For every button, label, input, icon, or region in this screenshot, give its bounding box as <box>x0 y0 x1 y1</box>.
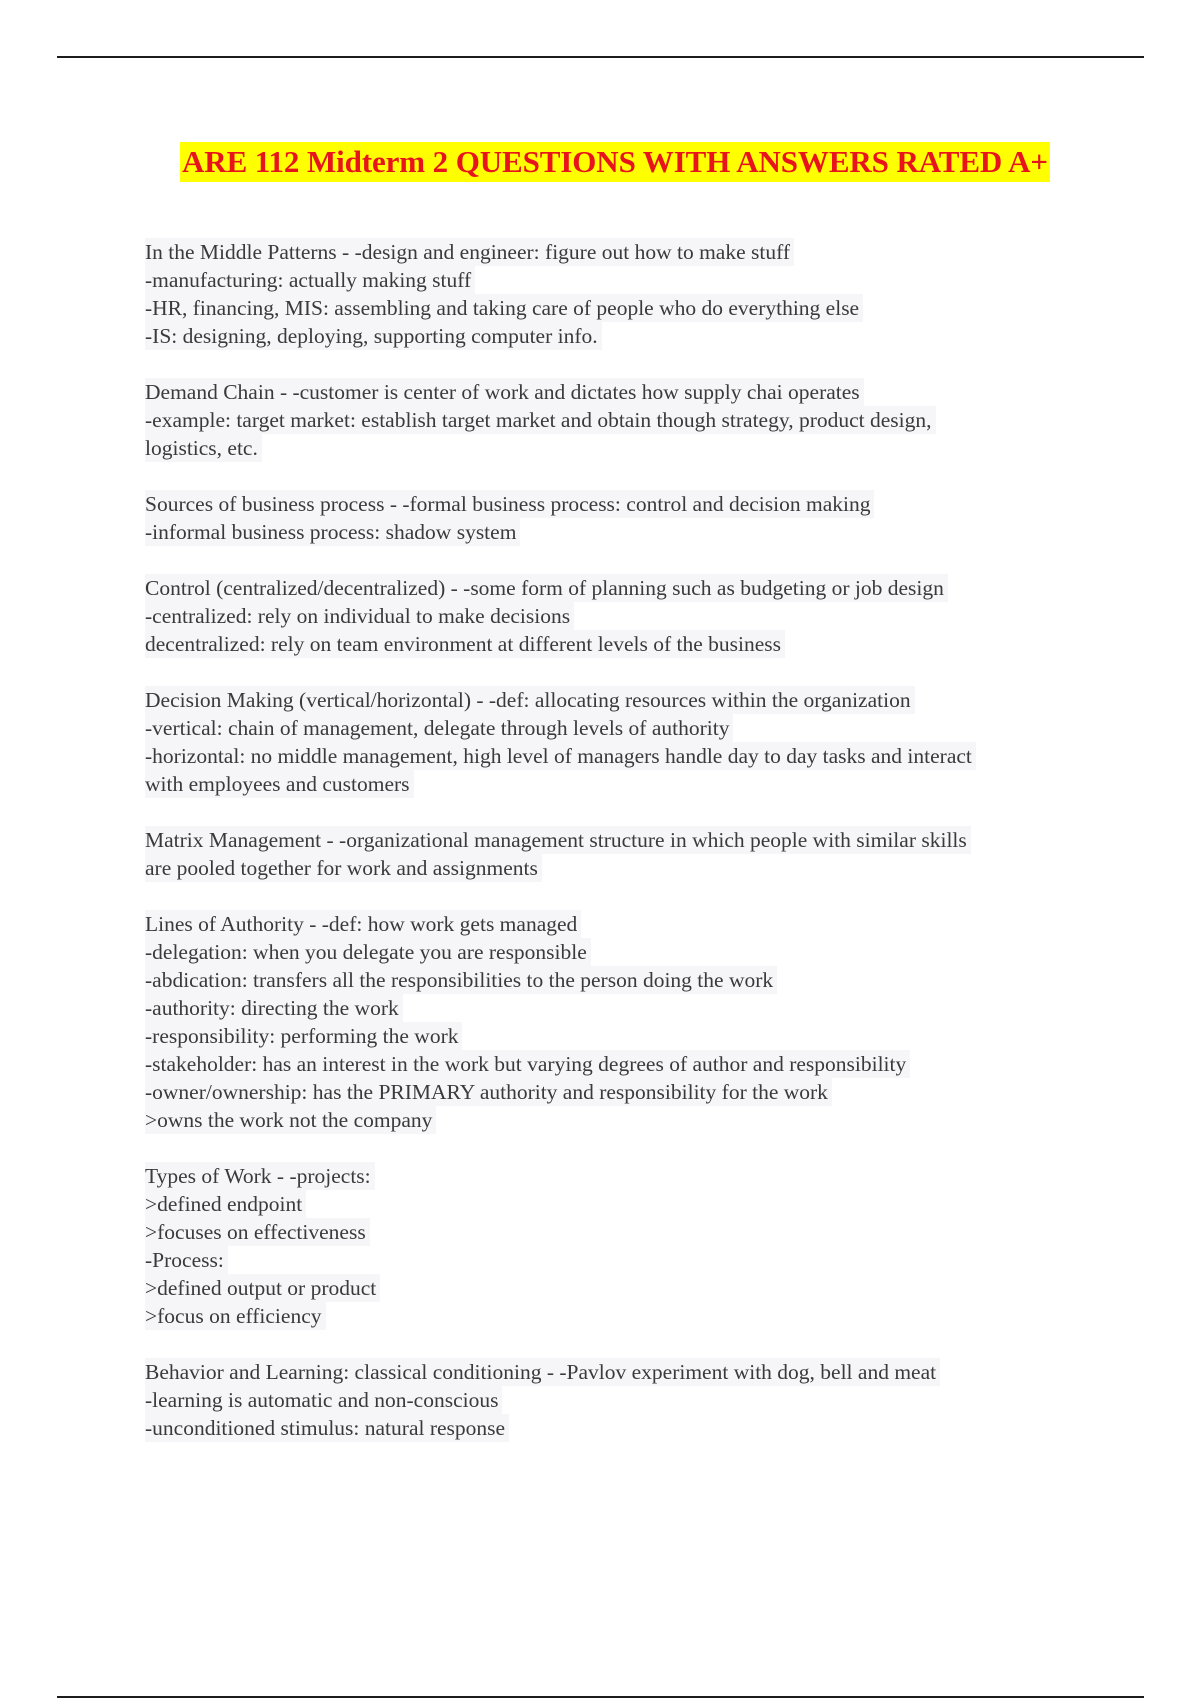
entry-line: Demand Chain - -customer is center of work and dictates how supply chai operates <box>145 378 864 406</box>
qa-entry <box>145 1358 1080 1442</box>
entry-line: -responsibility: performing the work <box>145 1022 462 1050</box>
entry-line: -IS: designing, deploying, supporting computer info. <box>145 322 602 350</box>
entry-line: Types of Work - -projects: <box>145 1162 375 1190</box>
entry-line: In the Middle Patterns - -design and engineer: figure out how to make stuff <box>145 238 794 266</box>
entry-line: -unconditioned stimulus: natural response <box>145 1414 509 1442</box>
qa-entry <box>145 238 1080 350</box>
qa-entry <box>145 826 1080 882</box>
entry-line: decentralized: rely on team environment at different levels of the business <box>145 630 785 658</box>
entry-line: -Process: <box>145 1246 228 1274</box>
qa-entry <box>145 378 1080 462</box>
entry-line: logistics, etc. <box>145 434 262 462</box>
qa-content <box>145 238 1080 1470</box>
entry-line: -vertical: chain of management, delegate through levels of authority <box>145 714 733 742</box>
entry-line: -horizontal: no middle management, high level of managers handle day to day tasks and interact <box>145 742 976 770</box>
entry-line: -example: target market: establish target market and obtain though strategy, product design, <box>145 406 936 434</box>
entry-line: Lines of Authority - -def: how work gets managed <box>145 910 581 938</box>
title-block <box>0 142 1200 182</box>
top-rule <box>57 56 1144 58</box>
qa-entry <box>145 910 1080 1134</box>
qa-entry <box>145 686 1080 798</box>
entry-line: -HR, financing, MIS: assembling and taking care of people who do everything else <box>145 294 863 322</box>
entry-line: are pooled together for work and assignments <box>145 854 542 882</box>
entry-line: with employees and customers <box>145 770 414 798</box>
entry-line: Control (centralized/decentralized) - -some form of planning such as budgeting or job design <box>145 574 948 602</box>
entry-line: -owner/ownership: has the PRIMARY authority and responsibility for the work <box>145 1078 832 1106</box>
entry-line: -stakeholder: has an interest in the work but varying degrees of author and responsibility <box>145 1050 910 1078</box>
entry-line: -manufacturing: actually making stuff <box>145 266 475 294</box>
entry-line: >defined output or product <box>145 1274 380 1302</box>
entry-line: -learning is automatic and non-conscious <box>145 1386 502 1414</box>
entry-line: Sources of business process - -formal business process: control and decision making <box>145 490 874 518</box>
entry-line: -abdication: transfers all the responsibilities to the person doing the work <box>145 966 777 994</box>
bottom-rule <box>57 1696 1144 1698</box>
qa-entry <box>145 1162 1080 1330</box>
entry-line: >owns the work not the company <box>145 1106 436 1134</box>
entry-line: -informal business process: shadow system <box>145 518 520 546</box>
qa-entry <box>145 490 1080 546</box>
document-title: ARE 112 Midterm 2 QUESTIONS WITH ANSWERS RATED A+ <box>180 142 1050 182</box>
entry-line: -centralized: rely on individual to make decisions <box>145 602 574 630</box>
entry-line: Behavior and Learning: classical conditioning - -Pavlov experiment with dog, bell and meat <box>145 1358 940 1386</box>
entry-line: -delegation: when you delegate you are responsible <box>145 938 591 966</box>
entry-line: -authority: directing the work <box>145 994 403 1022</box>
entry-line: >defined endpoint <box>145 1190 306 1218</box>
qa-entry <box>145 574 1080 658</box>
entry-line: Matrix Management - -organizational management structure in which people with similar skills <box>145 826 971 854</box>
entry-line: >focus on efficiency <box>145 1302 326 1330</box>
entry-line: Decision Making (vertical/horizontal) - -def: allocating resources within the organization <box>145 686 915 714</box>
entry-line: >focuses on effectiveness <box>145 1218 370 1246</box>
